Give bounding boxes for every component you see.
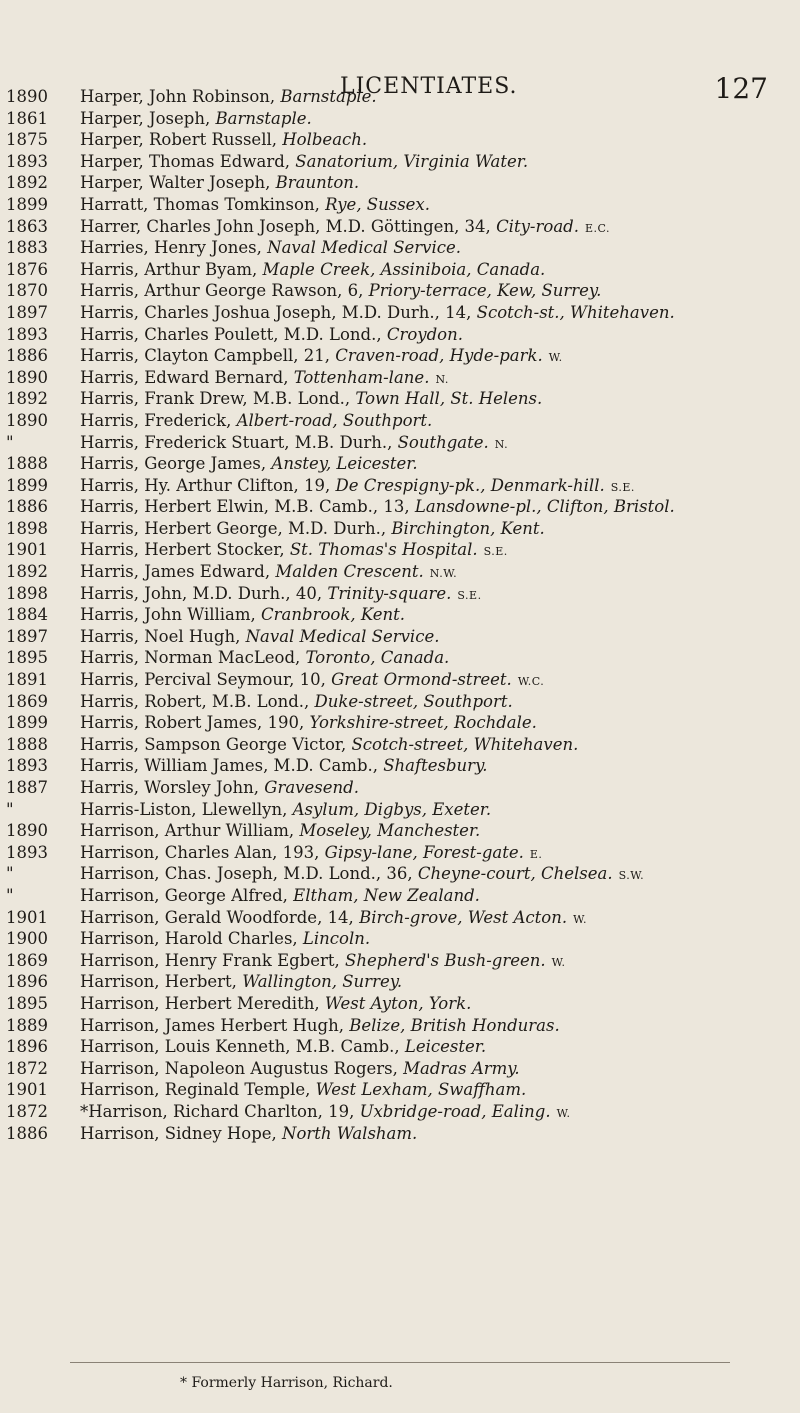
- list-item: [80, 129, 792, 151]
- list-item: [80, 734, 792, 756]
- entry-year: 1901: [6, 1080, 48, 1100]
- entry-year: 1870: [6, 281, 48, 301]
- entry-name: Harper, Joseph,: [80, 108, 211, 128]
- entry-address: Southgate.: [397, 432, 489, 452]
- entry-name: Harrison, Charles Alan, 193,: [80, 842, 320, 862]
- entry-year: 1876: [6, 259, 48, 279]
- list-item: [80, 194, 792, 216]
- entry-address: Cranbrook, Kent.: [261, 605, 405, 625]
- list-item: [80, 669, 792, 691]
- entry-district: E.C.: [584, 221, 611, 235]
- entry-year: 1888: [6, 454, 48, 474]
- list-item: [80, 777, 792, 799]
- list-item: [80, 583, 792, 605]
- list-item: [80, 237, 792, 259]
- entry-district: W.: [551, 955, 566, 969]
- entry-address: Craven-road, Hyde-park.: [335, 346, 543, 366]
- entry-year: 1893: [6, 151, 48, 171]
- entry-name: Harris, George James,: [80, 454, 267, 474]
- entry-name: Harris, Herbert Elwin, M.B. Camb., 13,: [80, 497, 410, 517]
- entry-district: W.: [548, 351, 563, 365]
- entry-name: *Harrison, Richard Charlton, 19,: [80, 1101, 355, 1121]
- entry-year: 1890: [6, 367, 48, 387]
- entry-year: 1901: [6, 540, 48, 560]
- list-item: [80, 345, 792, 367]
- entry-district: W.C.: [517, 675, 545, 689]
- entry-district: S.E.: [457, 588, 482, 602]
- entry-address: Wallington, Surrey.: [242, 972, 403, 992]
- entry-name: Harrison, Gerald Woodforde, 14,: [80, 907, 354, 927]
- list-item: [80, 712, 792, 734]
- entry-name: Harrison, George Alfred,: [80, 885, 288, 905]
- entry-name: Harris, Herbert George, M.D. Durh.,: [80, 518, 387, 538]
- list-item: [80, 799, 792, 821]
- entry-address: Asylum, Digbys, Exeter.: [292, 799, 492, 819]
- entry-year: 1892: [6, 389, 48, 409]
- entry-district: E.: [529, 847, 543, 861]
- entry-name: Harris, Charles Joshua Joseph, M.D. Durh., 14,: [80, 302, 472, 322]
- entry-name: Harris, Sampson George Victor,: [80, 734, 347, 754]
- entry-year: 1891: [6, 670, 48, 690]
- entry-year: ": [6, 885, 14, 905]
- entry-name: Harries, Henry Jones,: [80, 238, 262, 258]
- entry-name: Harrison, James Herbert Hugh,: [80, 1015, 344, 1035]
- entry-address: West Lexham, Swaffham.: [315, 1080, 527, 1100]
- entry-name: Harrer, Charles John Joseph, M.D. Göttingen, 34,: [80, 216, 491, 236]
- entry-name: Harris, Hy. Arthur Clifton, 19,: [80, 475, 331, 495]
- entry-year: ": [6, 799, 14, 819]
- entry-year: 1890: [6, 821, 48, 841]
- entry-address: Leicester.: [404, 1037, 487, 1057]
- entry-address: Lansdowne-pl., Clifton, Bristol.: [414, 497, 675, 517]
- entry-address: Naval Medical Service.: [267, 238, 461, 258]
- entry-address: Birch-grove, West Acton.: [359, 907, 568, 927]
- year-column: [6, 86, 66, 1144]
- entry-address: Croydon.: [386, 324, 463, 344]
- entry-name: Harratt, Thomas Tomkinson,: [80, 194, 320, 214]
- list-item: [80, 971, 792, 993]
- entry-name: Harris, Frederick Stuart, M.B. Durh.,: [80, 432, 393, 452]
- list-item: [80, 324, 792, 346]
- entry-year: 1886: [6, 497, 48, 517]
- entry-name: Harris, Robert James, 190,: [80, 713, 305, 733]
- entry-year: ": [6, 432, 14, 452]
- list-item: [80, 993, 792, 1015]
- page-number: 127: [714, 72, 768, 105]
- entry-name: Harris, Worsley John,: [80, 778, 260, 797]
- entry-name: Harrison, Louis Kenneth, M.B. Camb.,: [80, 1037, 400, 1057]
- entry-year: 1886: [6, 346, 48, 366]
- list-item: [80, 820, 792, 842]
- entry-address: Sanatorium, Virginia Water.: [295, 151, 529, 171]
- list-item: [80, 691, 792, 713]
- list-item: [80, 216, 792, 238]
- entry-year: 1861: [6, 108, 48, 128]
- entry-address: Madras Army.: [403, 1058, 520, 1078]
- list-item: [80, 1101, 792, 1123]
- entry-name: Harrison, Chas. Joseph, M.D. Lond., 36,: [80, 864, 413, 884]
- entry-year: ": [6, 864, 14, 884]
- entry-address: Birchington, Kent.: [391, 518, 545, 538]
- entry-name: Harrison, Sidney Hope,: [80, 1123, 277, 1143]
- entry-year: 1863: [6, 216, 48, 236]
- list-item: [80, 86, 792, 108]
- list-item: [80, 907, 792, 929]
- entry-district: S.W.: [618, 869, 645, 883]
- entry-address: Scotch-street, Whitehaven.: [351, 734, 579, 754]
- entry-name: Harris, Frank Drew, M.B. Lond.,: [80, 389, 351, 409]
- list-item: [80, 1036, 792, 1058]
- list-item: [80, 259, 792, 281]
- entry-address: Uxbridge-road, Ealing.: [359, 1101, 551, 1121]
- entry-address: Belize, British Honduras.: [349, 1015, 560, 1035]
- list-item: [80, 1079, 792, 1101]
- entry-name: Harper, Thomas Edward,: [80, 151, 291, 171]
- entry-name: Harris, Herbert Stocker,: [80, 540, 285, 560]
- entry-address: Maple Creek, Assiniboia, Canada.: [262, 259, 546, 279]
- entry-address: Priory-terrace, Kew, Surrey.: [368, 281, 602, 301]
- entry-year: 1875: [6, 130, 48, 150]
- list-item: [80, 885, 792, 907]
- entry-name: Harris, Frederick,: [80, 410, 232, 430]
- entry-address: Cheyne-court, Chelsea.: [417, 864, 613, 884]
- entry-year: 1884: [6, 605, 48, 625]
- list-item: [80, 561, 792, 583]
- entry-district: S.E.: [610, 480, 635, 494]
- entry-year: 1889: [6, 1015, 48, 1035]
- entry-address: Eltham, New Zealand.: [293, 885, 480, 905]
- entry-year: 1892: [6, 562, 48, 582]
- list-item: [80, 302, 792, 324]
- list-item: [80, 842, 792, 864]
- list-item: [80, 432, 792, 454]
- footnote: * Formerly Harrison, Richard.: [180, 1375, 393, 1391]
- entry-address: Town Hall, St. Helens.: [355, 389, 543, 409]
- list-item: [80, 280, 792, 302]
- entry-address: Albert-road, Southport.: [236, 410, 433, 430]
- entry-name: Harris, Arthur Byam,: [80, 259, 258, 279]
- entry-address: De Crespigny-pk., Denmark-hill.: [335, 475, 605, 495]
- entry-year: 1892: [6, 173, 48, 193]
- entry-address: Rye, Sussex.: [325, 194, 430, 214]
- entry-year: 1893: [6, 756, 48, 776]
- list-item: [80, 410, 792, 432]
- entry-district: S.E.: [483, 545, 508, 559]
- list-item: [80, 518, 792, 540]
- entry-name: Harrison, Harold Charles,: [80, 929, 298, 949]
- running-header: LICENTIATES.: [340, 74, 518, 99]
- entry-address: St. Thomas's Hospital.: [289, 540, 478, 560]
- list-item: [80, 863, 792, 885]
- list-item: [80, 453, 792, 475]
- entry-address: Naval Medical Service.: [245, 626, 440, 646]
- entry-address: Anstey, Leicester.: [271, 454, 418, 474]
- entry-name: Harrison, Herbert Meredith,: [80, 993, 320, 1013]
- entry-name: Harris, Percival Seymour, 10,: [80, 670, 326, 690]
- entry-address: Shepherd's Bush-green.: [345, 950, 546, 970]
- entry-name: Harris, John William,: [80, 605, 256, 625]
- entry-district: W.: [573, 912, 587, 926]
- entry-year: 1896: [6, 1037, 48, 1057]
- entry-name: Harrison, Herbert,: [80, 972, 237, 992]
- entry-address: Toronto, Canada.: [305, 648, 450, 668]
- list-item: [80, 108, 792, 130]
- entry-address: West Ayton, York.: [324, 993, 472, 1013]
- entry-district: W.: [556, 1106, 571, 1120]
- entry-year: 1901: [6, 907, 48, 927]
- entry-address: Moseley, Manchester.: [299, 821, 481, 841]
- entry-year: 1893: [6, 842, 48, 862]
- entry-address: Duke-street, Southport.: [314, 691, 513, 711]
- list-item: [80, 539, 792, 561]
- entry-year: 1898: [6, 583, 48, 603]
- entry-address: Barnstaple.: [280, 87, 377, 106]
- entry-name: Harris, Clayton Campbell, 21,: [80, 346, 331, 366]
- entry-name: Harrison, Arthur William,: [80, 821, 295, 841]
- entry-address: Lincoln.: [302, 929, 371, 949]
- list-item: [80, 475, 792, 497]
- entry-name: Harris, James Edward,: [80, 562, 271, 582]
- list-item: [80, 928, 792, 950]
- entry-address: Holbeach.: [282, 130, 368, 150]
- entry-year: 1893: [6, 324, 48, 344]
- entry-name: Harrison, Napoleon Augustus Rogers,: [80, 1058, 398, 1078]
- entry-name: Harper, Walter Joseph,: [80, 173, 271, 193]
- entry-name: Harris, Charles Poulett, M.D. Lond.,: [80, 324, 382, 344]
- entry-name: Harris, Arthur George Rawson, 6,: [80, 281, 364, 301]
- entry-year: 1869: [6, 691, 48, 711]
- list-item: [80, 496, 792, 518]
- list-item: [80, 172, 792, 194]
- entry-year: 1900: [6, 929, 48, 949]
- entry-name: Harris, Norman MacLeod,: [80, 648, 301, 668]
- entry-name: Harper, Robert Russell,: [80, 130, 278, 150]
- entry-address: Great Ormond-street.: [331, 670, 512, 690]
- entry-year: 1890: [6, 87, 48, 106]
- entry-year: 1897: [6, 626, 48, 646]
- list-item: [80, 755, 792, 777]
- list-item: [80, 604, 792, 626]
- entry-address: Malden Crescent.: [275, 562, 424, 582]
- entry-year: 1897: [6, 302, 48, 322]
- entry-year: 1899: [6, 475, 48, 495]
- entry-year: 1883: [6, 238, 48, 258]
- entry-year: 1872: [6, 1058, 48, 1078]
- entry-name: Harris, William James, M.D. Camb.,: [80, 756, 378, 776]
- entry-district: N.W.: [429, 567, 458, 581]
- entry-year: 1887: [6, 778, 48, 797]
- list-item: [80, 388, 792, 410]
- entry-year: 1898: [6, 518, 48, 538]
- entry-district: N.: [435, 372, 449, 386]
- entry-address: Scotch-st., Whitehaven.: [476, 302, 675, 322]
- entry-name: Harris-Liston, Llewellyn,: [80, 799, 288, 819]
- entry-name: Harris, John, M.D. Durh., 40,: [80, 583, 323, 603]
- entry-year: 1888: [6, 734, 48, 754]
- entry-year: 1895: [6, 993, 48, 1013]
- entry-year: 1895: [6, 648, 48, 668]
- entry-name: Harrison, Henry Frank Egbert,: [80, 950, 340, 970]
- entry-name: Harris, Edward Bernard,: [80, 367, 289, 387]
- entry-address: Braunton.: [275, 173, 360, 193]
- list-item: [80, 1123, 792, 1145]
- entry-address: North Walsham.: [282, 1123, 418, 1143]
- entry-address: Yorkshire-street, Rochdale.: [309, 713, 537, 733]
- entry-year: 1872: [6, 1101, 48, 1121]
- entry-year: 1899: [6, 194, 48, 214]
- entry-year: 1899: [6, 713, 48, 733]
- list-item: [80, 626, 792, 648]
- footnote-divider: [70, 1362, 730, 1363]
- entry-address: Gipsy-lane, Forest-gate.: [324, 842, 524, 862]
- list-item: [80, 1058, 792, 1080]
- entry-address: Tottenham-lane.: [293, 367, 430, 387]
- entry-list: [80, 86, 792, 1144]
- entry-district: N.: [494, 437, 509, 451]
- entry-year: 1890: [6, 410, 48, 430]
- entry-address: Gravesend.: [264, 778, 359, 797]
- list-item: [80, 950, 792, 972]
- entry-name: Harper, John Robinson,: [80, 87, 276, 106]
- entry-name: Harris, Noel Hugh,: [80, 626, 241, 646]
- entry-address: Shaftesbury.: [383, 756, 488, 776]
- entry-name: Harrison, Reginald Temple,: [80, 1080, 311, 1100]
- list-item: [80, 367, 792, 389]
- entry-year: 1886: [6, 1123, 48, 1143]
- list-item: [80, 1015, 792, 1037]
- entry-year: 1896: [6, 972, 48, 992]
- entry-address: Barnstaple.: [215, 108, 312, 128]
- entry-name: Harris, Robert, M.B. Lond.,: [80, 691, 310, 711]
- entry-year: 1869: [6, 950, 48, 970]
- list-item: [80, 647, 792, 669]
- entry-address: City-road.: [496, 216, 579, 236]
- list-item: [80, 151, 792, 173]
- entry-address: Trinity-square.: [327, 583, 452, 603]
